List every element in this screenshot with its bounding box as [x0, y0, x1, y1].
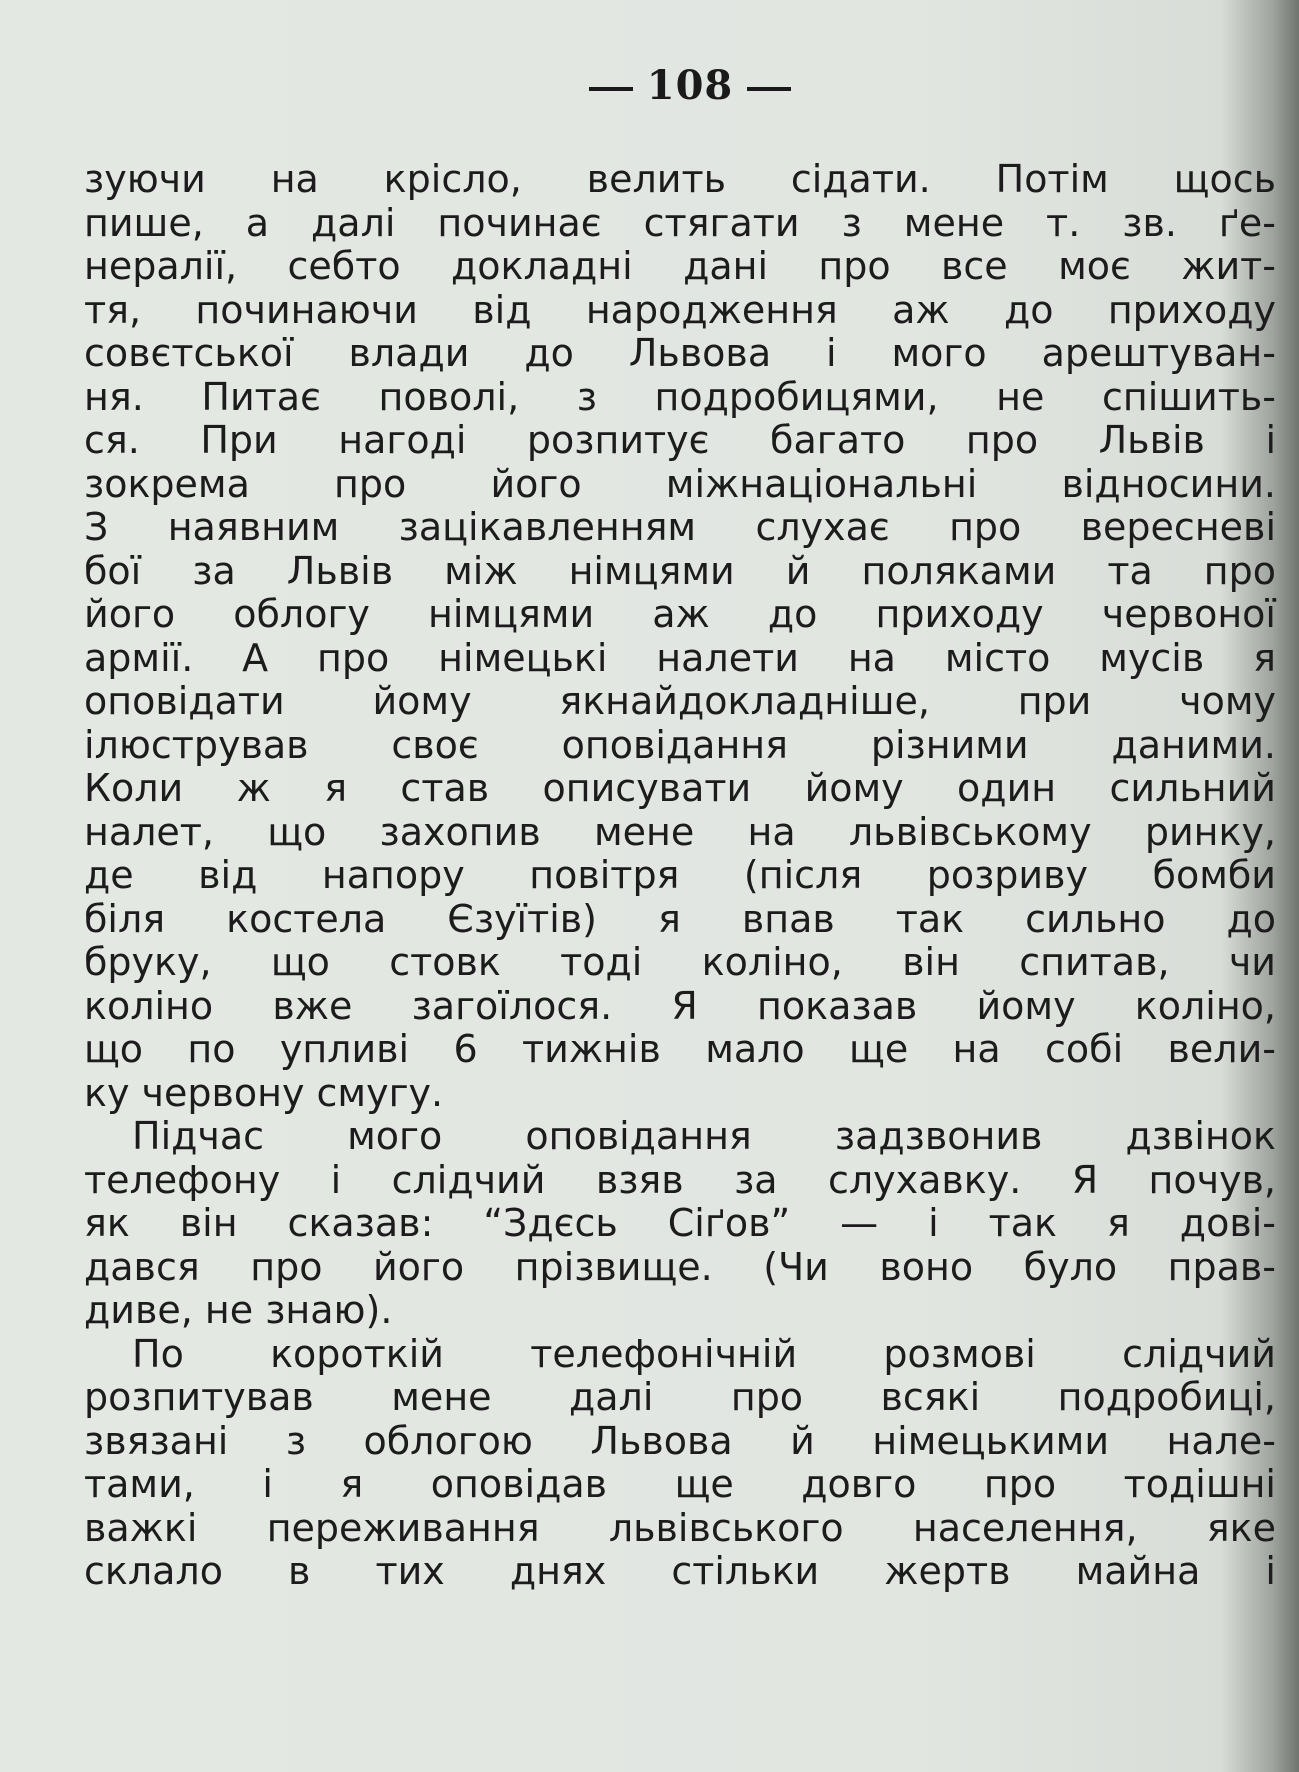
paragraph-1 — [84, 158, 1276, 1115]
text-line: диве, не знаю). — [84, 1288, 393, 1332]
text-line: бої за Львів між німцями й поляками та про — [84, 548, 1276, 593]
text-line: дався про його прізвище. (Чи воно було прав- — [84, 1244, 1276, 1289]
page-number: 108 — [646, 62, 734, 109]
text-line: що по упливі 6 тижнів мало ще на собі вели- — [84, 1027, 1276, 1071]
left-dash-ornament — [589, 87, 633, 91]
text-line: телефону і слідчий взяв за слухавку. Я почув, — [84, 1157, 1276, 1202]
text-line: Коли ж я став описувати йому один сильний — [84, 766, 1276, 810]
text-line: тя, починаючи від народження аж до приходу — [84, 287, 1276, 332]
text-line: ня. Питає поволі, з подробицями, не спішить- — [84, 374, 1276, 419]
text-line: бруку, що стовк тоді коліно, він спитав, чи — [84, 940, 1276, 984]
text-line: як він сказав: “Здєсь Сіґов” — і так я дові- — [84, 1201, 1276, 1245]
right-dash-ornament — [747, 87, 791, 91]
text-line: розпитував мене далі про всякі подробиці, — [84, 1375, 1276, 1419]
text-line: налет, що захопив мене на львівському ринку, — [84, 809, 1276, 854]
text-line: де від напору повітря (після розриву бомби — [84, 853, 1276, 897]
paragraph-2 — [84, 1115, 1276, 1333]
text-line: коліно вже загоїлося. Я показав йому коліно, — [84, 983, 1276, 1028]
text-line: По короткій телефонічній розмові слідчий — [132, 1331, 1276, 1376]
text-line: нералії, себто докладні дані про все моє жит- — [84, 244, 1276, 288]
text-line: совєтської влади до Львова і мого арештуван- — [84, 331, 1276, 375]
text-line: важкі переживання львівського населення, яке — [84, 1505, 1276, 1550]
text-line: звязані з облогою Львова й німецькими нале- — [84, 1418, 1276, 1463]
text-line: ся. При нагоді розпитує багато про Львів і — [84, 418, 1276, 462]
page-number-header — [0, 62, 1299, 109]
text-line: біля костела Єзуїтів) я впав так сильно до — [84, 896, 1276, 941]
text-line: З наявним зацікавленням слухає про вересневі — [84, 505, 1276, 549]
text-line: оповідати йому якнайдокладніше, при чому — [84, 679, 1276, 723]
text-line: Підчас мого оповідання задзвонив дзвінок — [132, 1114, 1276, 1158]
text-line: склало в тих днях стільки жертв майна і — [84, 1549, 1276, 1593]
text-line: зуючи на крісло, велить сідати. Потім щось — [84, 157, 1276, 201]
text-line: ку червону смугу. — [84, 1070, 444, 1115]
text-line: його облогу німцями аж до приходу червоної — [84, 592, 1276, 636]
paragraph-3 — [84, 1333, 1276, 1594]
text-line: пише, а далі починає стягати з мене т. зв. ґе- — [84, 200, 1276, 245]
text-line: армії. А про німецькі налети на місто мусів я — [84, 635, 1276, 680]
text-line: зокрема про його міжнаціональні відносини. — [84, 461, 1276, 506]
text-line: тами, і я оповідав ще довго про тодішні — [84, 1462, 1276, 1506]
body-text — [84, 158, 1276, 1594]
text-line: ілюстрував своє оповідання різними даними. — [84, 722, 1276, 767]
